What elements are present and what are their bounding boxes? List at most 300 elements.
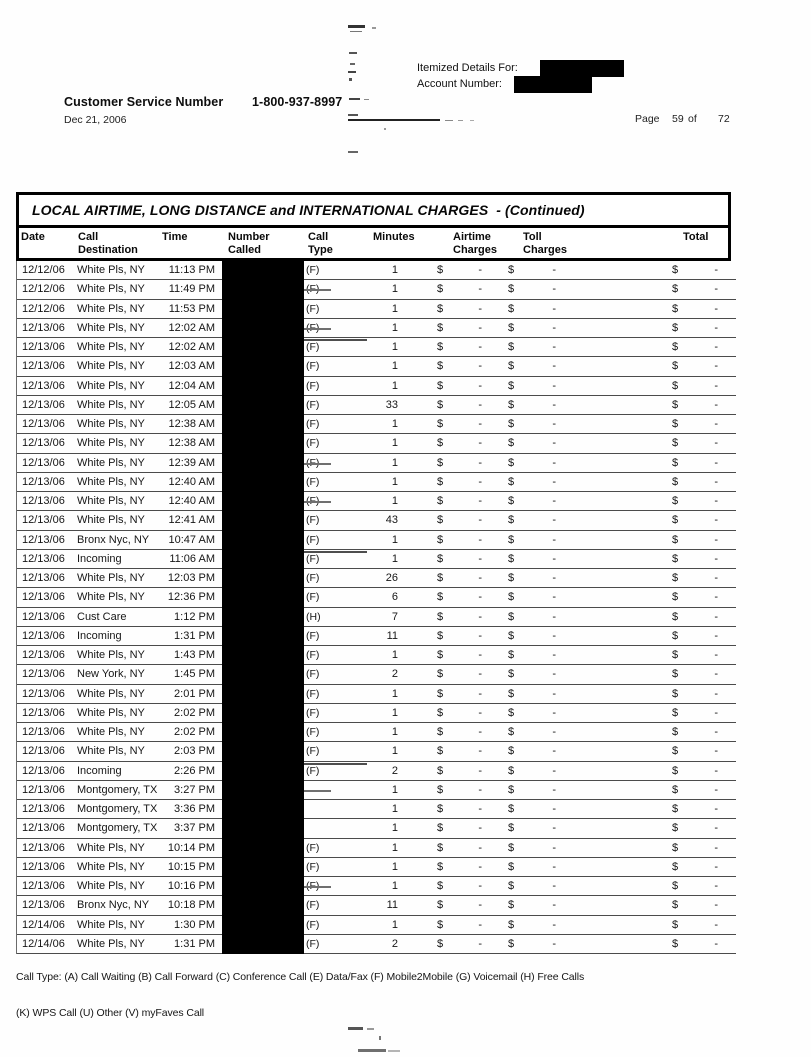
cell-time: 10:14 PM <box>167 841 215 854</box>
table-column-headers <box>19 228 728 258</box>
cell-time: 1:43 PM <box>174 649 215 661</box>
cell-call-type: (F) <box>306 475 320 488</box>
cell-total: $ - <box>672 860 718 873</box>
cell-airtime-charges: $ - <box>437 418 482 430</box>
table-row <box>17 781 736 800</box>
cell-time: 1:31 PM <box>174 629 215 642</box>
table-row <box>17 550 736 569</box>
table-row <box>17 800 736 819</box>
cell-call-type: (F) <box>306 514 320 527</box>
table-row <box>17 319 736 338</box>
cell-total: $ - <box>672 687 718 700</box>
cell-time: 12:02 AM <box>168 341 215 353</box>
cell-time: 10:47 AM <box>168 533 215 546</box>
cell-total: $ - <box>672 803 718 815</box>
table-row <box>17 396 736 415</box>
cell-call-type: (F) <box>306 302 320 315</box>
cell-total: $ - <box>672 783 718 796</box>
cell-destination: White Pls, NY <box>77 649 145 661</box>
cell-date: 12/12/06 <box>22 264 65 276</box>
redacted-customer-name <box>540 60 624 77</box>
cell-toll-charges: $ - <box>508 264 556 276</box>
cell-toll-charges: $ - <box>508 899 556 912</box>
cell-destination: White Pls, NY <box>77 475 145 488</box>
cell-minutes: 1 <box>391 860 398 873</box>
cell-airtime-charges: $ - <box>437 591 482 604</box>
itemized-details-label: Itemized Details For: <box>417 62 518 74</box>
cell-date: 12/13/06 <box>22 552 65 565</box>
table-row <box>17 935 736 954</box>
table-row <box>17 627 736 646</box>
cell-date: 12/13/06 <box>22 456 65 469</box>
cell-date: 12/13/06 <box>22 341 65 353</box>
cell-toll-charges: $ - <box>508 687 556 700</box>
cell-destination: White Pls, NY <box>77 283 145 296</box>
scan-artifact <box>348 114 358 116</box>
cell-date: 12/13/06 <box>22 880 65 892</box>
cell-total: $ - <box>672 264 718 276</box>
cell-destination: White Pls, NY <box>77 591 145 604</box>
table-row <box>17 569 736 588</box>
cell-destination: White Pls, NY <box>77 726 145 738</box>
cell-airtime-charges: $ - <box>437 629 482 642</box>
cell-destination: White Pls, NY <box>77 745 145 758</box>
page-total: 72 <box>718 113 730 125</box>
cell-date: 12/13/06 <box>22 726 65 738</box>
cell-toll-charges: $ - <box>508 533 556 546</box>
cell-airtime-charges: $ - <box>437 918 482 931</box>
cell-call-type: (F) <box>306 398 320 411</box>
cell-minutes: 2 <box>391 668 398 681</box>
cell-date: 12/14/06 <box>22 918 65 931</box>
account-number-label: Account Number: <box>417 78 502 90</box>
cell-call-type: (F) <box>306 899 320 912</box>
cell-airtime-charges: $ - <box>437 726 482 738</box>
column-header-airtime: Airtime Charges <box>453 231 498 256</box>
cell-total: $ - <box>672 822 718 835</box>
column-header-call: Call Destination <box>78 231 138 256</box>
cell-call-type: (F) <box>306 629 320 642</box>
cell-date: 12/14/06 <box>22 937 65 950</box>
cell-destination: New York, NY <box>77 668 145 681</box>
cell-airtime-charges: $ - <box>437 706 482 719</box>
cell-call-type: (H) <box>306 610 321 623</box>
cell-date: 12/13/06 <box>22 475 65 488</box>
table-row <box>17 723 736 742</box>
scan-artifact <box>349 52 357 54</box>
cell-total: $ - <box>672 918 718 931</box>
cell-total: $ - <box>672 302 718 315</box>
cell-minutes: 1 <box>391 533 398 546</box>
cell-date: 12/13/06 <box>22 629 65 642</box>
redacted-account-number <box>514 76 592 93</box>
cell-time: 12:05 AM <box>168 398 215 411</box>
cell-toll-charges: $ - <box>508 610 556 623</box>
charges-table-header <box>16 192 731 261</box>
cell-time: 12:40 AM <box>168 495 215 507</box>
cell-airtime-charges: $ - <box>437 341 482 353</box>
cell-time: 12:40 AM <box>168 475 215 488</box>
cell-toll-charges: $ - <box>508 668 556 681</box>
cell-airtime-charges: $ - <box>437 860 482 873</box>
cell-time: 2:26 PM <box>174 764 215 777</box>
cell-total: $ - <box>672 321 718 334</box>
redacted-number-called-column <box>222 261 304 954</box>
cell-airtime-charges: $ - <box>437 437 482 450</box>
cell-toll-charges: $ - <box>508 726 556 738</box>
scan-artifact <box>350 63 355 65</box>
cell-call-type: (F) <box>306 360 320 373</box>
table-row <box>17 357 736 376</box>
cell-minutes: 1 <box>391 302 398 315</box>
cell-destination: White Pls, NY <box>77 880 145 892</box>
cell-call-type: (F) <box>306 591 320 604</box>
cell-destination: White Pls, NY <box>77 321 145 334</box>
cell-destination: White Pls, NY <box>77 572 145 584</box>
cell-toll-charges: $ - <box>508 572 556 584</box>
cell-total: $ - <box>672 514 718 527</box>
cell-toll-charges: $ - <box>508 552 556 565</box>
page-label: Page <box>635 113 660 125</box>
cell-total: $ - <box>672 437 718 450</box>
cell-total: $ - <box>672 745 718 758</box>
cell-total: $ - <box>672 764 718 777</box>
cell-toll-charges: $ - <box>508 302 556 315</box>
cell-destination: White Pls, NY <box>77 302 145 315</box>
cell-destination: White Pls, NY <box>77 514 145 527</box>
cell-time: 1:31 PM <box>174 937 215 950</box>
cell-toll-charges: $ - <box>508 495 556 507</box>
cell-total: $ - <box>672 706 718 719</box>
cell-toll-charges: $ - <box>508 783 556 796</box>
cell-minutes: 1 <box>391 841 398 854</box>
cell-time: 2:02 PM <box>174 726 215 738</box>
cell-minutes: 1 <box>391 706 398 719</box>
table-row <box>17 646 736 665</box>
cell-call-type: (F) <box>306 572 320 584</box>
cell-airtime-charges: $ - <box>437 495 482 507</box>
customer-service-number: 1-800-937-8997 <box>252 95 343 109</box>
cell-total: $ - <box>672 649 718 661</box>
cell-date: 12/13/06 <box>22 379 65 392</box>
cell-toll-charges: $ - <box>508 629 556 642</box>
table-row <box>17 742 736 761</box>
cell-toll-charges: $ - <box>508 514 556 527</box>
cell-destination: White Pls, NY <box>77 437 145 450</box>
scan-artifact <box>364 99 369 100</box>
cell-total: $ - <box>672 456 718 469</box>
cell-destination: White Pls, NY <box>77 687 145 700</box>
table-row <box>17 377 736 396</box>
cell-toll-charges: $ - <box>508 764 556 777</box>
table-row <box>17 531 736 550</box>
table-row <box>17 608 736 627</box>
cell-call-type: (F) <box>306 552 320 565</box>
cell-minutes: 1 <box>339 280 398 298</box>
scan-artifact <box>348 151 358 153</box>
cell-destination: Cust Care <box>77 610 127 623</box>
cell-call-type: (F) <box>306 937 320 950</box>
cell-airtime-charges: $ - <box>437 899 482 912</box>
table-row <box>17 819 736 838</box>
cell-toll-charges: $ - <box>508 937 556 950</box>
cell-date: 12/13/06 <box>22 899 65 912</box>
cell-minutes: 6 <box>391 591 398 604</box>
cell-call-type: (F) <box>306 379 320 392</box>
column-header-date: Date <box>21 231 45 243</box>
cell-toll-charges: $ - <box>508 283 556 296</box>
table-row <box>17 454 736 473</box>
cell-time: 11:13 PM <box>168 264 215 276</box>
cell-total: $ - <box>672 610 718 623</box>
cell-minutes: 1 <box>339 319 398 337</box>
cell-total: $ - <box>672 552 718 565</box>
cell-call-type: (F) <box>306 437 320 450</box>
cell-destination: White Pls, NY <box>77 706 145 719</box>
cell-toll-charges: $ - <box>508 341 556 353</box>
table-row <box>17 685 736 704</box>
cell-time: 1:12 PM <box>174 610 215 623</box>
cell-toll-charges: $ - <box>508 918 556 931</box>
cell-total: $ - <box>672 475 718 488</box>
cell-toll-charges: $ - <box>508 591 556 604</box>
cell-time: 11:06 AM <box>169 552 215 565</box>
cell-destination: White Pls, NY <box>77 841 145 854</box>
cell-minutes: 1 <box>391 918 398 931</box>
cell-date: 12/13/06 <box>22 418 65 430</box>
cell-date: 12/13/06 <box>22 783 65 796</box>
cell-total: $ - <box>672 668 718 681</box>
cell-time: 3:36 PM <box>174 803 215 815</box>
cell-toll-charges: $ - <box>508 398 556 411</box>
cell-destination: White Pls, NY <box>77 937 145 950</box>
cell-airtime-charges: $ - <box>437 610 482 623</box>
cell-destination: White Pls, NY <box>77 860 145 873</box>
cell-destination: White Pls, NY <box>77 360 145 373</box>
cell-destination: Montgomery, TX <box>77 803 158 815</box>
cell-toll-charges: $ - <box>508 803 556 815</box>
cell-airtime-charges: $ - <box>437 552 482 565</box>
cell-destination: Incoming <box>77 764 122 777</box>
cell-toll-charges: $ - <box>508 379 556 392</box>
cell-toll-charges: $ - <box>508 860 556 873</box>
call-type-legend-line2: (K) WPS Call (U) Other (V) myFaves Call <box>16 1007 205 1019</box>
column-header-total: Total <box>683 231 709 243</box>
table-row <box>17 492 736 511</box>
cell-date: 12/13/06 <box>22 321 65 334</box>
cell-total: $ - <box>672 899 718 912</box>
cell-toll-charges: $ - <box>508 745 556 758</box>
cell-date: 12/13/06 <box>22 610 65 623</box>
cell-date: 12/13/06 <box>22 398 65 411</box>
cell-airtime-charges: $ - <box>437 572 482 584</box>
cell-date: 12/13/06 <box>22 360 65 373</box>
column-header-minutes: Minutes <box>373 231 415 243</box>
cell-airtime-charges: $ - <box>437 321 482 334</box>
cell-time: 12:03 AM <box>168 360 215 373</box>
cell-destination: White Pls, NY <box>77 456 145 469</box>
cell-destination: White Pls, NY <box>77 495 145 507</box>
cell-call-type: (F) <box>306 841 320 854</box>
cell-date: 12/12/06 <box>22 302 65 315</box>
cell-toll-charges: $ - <box>508 360 556 373</box>
cell-total: $ - <box>672 591 718 604</box>
cell-call-type: (F) <box>306 418 320 430</box>
cell-total: $ - <box>672 360 718 373</box>
cell-airtime-charges: $ - <box>437 937 482 950</box>
cell-destination: White Pls, NY <box>77 264 145 276</box>
cell-minutes: 1 <box>339 550 398 568</box>
scan-artifact <box>379 1036 381 1040</box>
cell-destination: Montgomery, TX <box>77 783 158 796</box>
cell-minutes: 1 <box>339 781 398 799</box>
cell-time: 11:49 PM <box>168 283 215 296</box>
cell-minutes: 2 <box>339 762 398 780</box>
cell-call-type: (F) <box>306 745 320 758</box>
cell-call-type: (F) <box>306 706 320 719</box>
cell-destination: White Pls, NY <box>77 379 145 392</box>
cell-destination: White Pls, NY <box>77 418 145 430</box>
cell-toll-charges: $ - <box>508 822 556 835</box>
cell-minutes: 11 <box>386 899 398 912</box>
cell-destination: Bronx Nyc, NY <box>77 899 150 912</box>
table-row <box>17 762 736 781</box>
cell-minutes: 2 <box>391 937 398 950</box>
scan-artifact <box>350 31 362 32</box>
cell-airtime-charges: $ - <box>437 880 482 892</box>
page-of-label: of <box>688 113 697 125</box>
cell-date: 12/13/06 <box>22 745 65 758</box>
table-row <box>17 877 736 896</box>
cell-destination: White Pls, NY <box>77 398 145 411</box>
cell-date: 12/13/06 <box>22 514 65 527</box>
cell-airtime-charges: $ - <box>437 649 482 661</box>
cell-airtime-charges: $ - <box>437 668 482 681</box>
cell-date: 12/13/06 <box>22 437 65 450</box>
column-header-number: Number Called <box>228 231 270 256</box>
cell-time: 2:02 PM <box>174 706 215 719</box>
scan-artifact <box>367 1028 374 1030</box>
table-row <box>17 916 736 935</box>
cell-minutes: 11 <box>386 629 398 642</box>
cell-time: 1:30 PM <box>174 918 215 931</box>
cell-call-type: (F) <box>306 918 320 931</box>
cell-airtime-charges: $ - <box>437 302 482 315</box>
cell-date: 12/13/06 <box>22 572 65 584</box>
cell-call-type: (F) <box>306 649 320 661</box>
cell-minutes: 1 <box>391 475 398 488</box>
page-number: 59 <box>672 113 684 125</box>
cell-total: $ - <box>672 398 718 411</box>
cell-time: 11:53 PM <box>168 302 215 315</box>
scan-artifact <box>348 71 356 73</box>
cell-toll-charges: $ - <box>508 475 556 488</box>
cell-airtime-charges: $ - <box>437 360 482 373</box>
cell-airtime-charges: $ - <box>437 764 482 777</box>
cell-minutes: 1 <box>391 822 398 835</box>
cell-total: $ - <box>672 418 718 430</box>
cell-toll-charges: $ - <box>508 649 556 661</box>
table-row <box>17 280 736 299</box>
cell-time: 2:01 PM <box>174 687 215 700</box>
cell-call-type: (F) <box>306 726 320 738</box>
cell-time: 12:39 AM <box>168 456 215 469</box>
cell-minutes: 33 <box>385 398 398 411</box>
cell-total: $ - <box>672 841 718 854</box>
table-title: LOCAL AIRTIME, LONG DISTANCE and INTERNATIONAL CHARGES - (Continued) <box>19 195 728 228</box>
cell-total: $ - <box>672 726 718 738</box>
table-row <box>17 338 736 357</box>
cell-time: 12:41 AM <box>168 514 215 527</box>
cell-destination: Montgomery, TX <box>77 822 158 835</box>
cell-call-type: (F) <box>306 668 320 681</box>
table-row <box>17 300 736 319</box>
cell-minutes: 1 <box>391 726 398 738</box>
cell-total: $ - <box>672 495 718 507</box>
cell-date: 12/13/06 <box>22 860 65 873</box>
cell-date: 12/13/06 <box>22 822 65 835</box>
cell-minutes: 1 <box>391 803 398 815</box>
table-row <box>17 839 736 858</box>
cell-date: 12/13/06 <box>22 764 65 777</box>
cell-date: 12/13/06 <box>22 687 65 700</box>
cell-time: 10:15 PM <box>167 860 215 873</box>
cell-destination: White Pls, NY <box>77 341 145 353</box>
cell-minutes: 1 <box>339 492 398 510</box>
cell-minutes: 1 <box>391 745 398 758</box>
scan-artifact <box>349 98 360 100</box>
cell-minutes: 1 <box>391 264 398 276</box>
cell-time: 12:04 AM <box>168 379 215 392</box>
cell-total: $ - <box>672 379 718 392</box>
cell-time: 2:03 PM <box>174 745 215 758</box>
cell-date: 12/12/06 <box>22 283 65 296</box>
cell-time: 1:45 PM <box>174 668 215 681</box>
cell-airtime-charges: $ - <box>437 475 482 488</box>
cell-minutes: 43 <box>385 514 398 527</box>
scan-artifact <box>445 120 453 121</box>
scan-artifact <box>372 27 376 29</box>
cell-toll-charges: $ - <box>508 437 556 450</box>
table-row <box>17 261 736 280</box>
cell-airtime-charges: $ - <box>437 783 482 796</box>
cell-total: $ - <box>672 937 718 950</box>
cell-minutes: 26 <box>385 572 398 584</box>
scan-artifact <box>470 120 474 121</box>
cell-airtime-charges: $ - <box>437 379 482 392</box>
cell-airtime-charges: $ - <box>437 822 482 835</box>
cell-toll-charges: $ - <box>508 841 556 854</box>
cell-time: 12:02 AM <box>168 321 215 334</box>
table-row <box>17 415 736 434</box>
cell-airtime-charges: $ - <box>437 687 482 700</box>
column-header-time: Time <box>162 231 188 243</box>
cell-minutes: 1 <box>391 360 398 373</box>
cell-airtime-charges: $ - <box>437 803 482 815</box>
cell-minutes: 1 <box>339 454 398 472</box>
charges-table-body <box>16 261 736 954</box>
table-row <box>17 896 736 915</box>
cell-minutes: 1 <box>339 338 398 356</box>
cell-airtime-charges: $ - <box>437 264 482 276</box>
cell-minutes: 1 <box>339 877 398 895</box>
scan-artifact <box>388 1050 400 1052</box>
cell-airtime-charges: $ - <box>437 745 482 758</box>
cell-airtime-charges: $ - <box>437 398 482 411</box>
cell-toll-charges: $ - <box>508 321 556 334</box>
scan-artifact <box>348 1027 363 1030</box>
scan-artifact <box>358 1049 386 1052</box>
